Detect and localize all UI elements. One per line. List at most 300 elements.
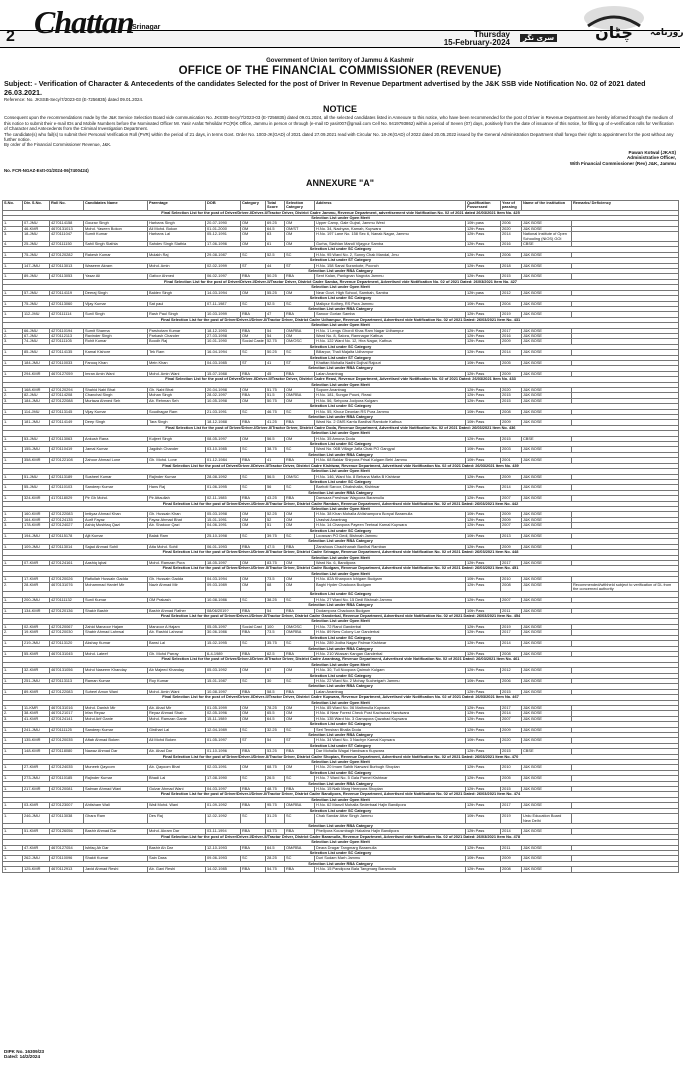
table-cell: 12th Pass — [466, 727, 501, 732]
table-cell: Mohd. Amin Wani — [148, 371, 206, 376]
table-cell: 2019 — [501, 624, 522, 629]
column-header: S.No. — [3, 201, 23, 211]
table-cell: Girdhari Lal — [148, 727, 206, 732]
table-cell: SC — [285, 641, 315, 646]
table-cell: Gourav Singh — [84, 221, 148, 226]
table-cell: SC — [285, 597, 315, 602]
table-cell: OM/RBA — [285, 630, 315, 635]
table-cell: J&K BOSE — [522, 544, 572, 549]
table-cell: 17-KMR — [23, 577, 50, 582]
table-cell: J&K BOSE — [522, 689, 572, 694]
table-cell: 12th Pass — [466, 388, 501, 393]
table-cell: 75-JMU — [23, 252, 50, 257]
table-cell: H.No. 14 Chanpora Payeen Teetwal Karnal Kupwara — [315, 523, 466, 528]
category-heading: Selection List under Open Merit — [3, 469, 679, 474]
table-cell: SC — [241, 252, 266, 257]
table-cell: 01-06-1995 — [206, 485, 241, 490]
masthead — [0, 0, 684, 50]
table-cell: 06-02-1997 — [206, 274, 241, 279]
table-cell: 164-KMR — [23, 517, 50, 522]
table-cell: 28-08-1992 — [206, 474, 241, 479]
table-cell: 15-02-1995 — [206, 641, 241, 646]
category-heading: Selection List under Open Merit — [3, 382, 679, 387]
table-cell: Ajit Kumar — [84, 533, 148, 538]
category-heading: Selection List under SC Category — [3, 404, 679, 409]
table-cell: 53-JMU — [23, 436, 50, 441]
table-cell: Mohd Naseem Khanday — [84, 668, 148, 673]
table-cell: Javid Ahmad Reshi — [84, 867, 148, 872]
category-heading: Selection List under ST Category — [3, 355, 679, 360]
table-cell: J&K BOSE — [522, 523, 572, 528]
table-cell: 2015 — [501, 274, 522, 279]
table-cell: 43.25 — [266, 496, 285, 501]
table-cell: 50.75 — [266, 398, 285, 403]
table-cell: RBA — [241, 312, 266, 317]
table-cell: Mohd Arif Ganie — [84, 716, 148, 721]
table-cell: 52.25 — [266, 512, 285, 517]
table-cell: Sahil Singh Slathia — [84, 242, 148, 247]
table-cell: 10th Pass — [466, 512, 501, 517]
table-cell: 02-KMR — [23, 624, 50, 629]
table-cell: ST — [285, 738, 315, 743]
table-cell: 112-JMU — [23, 312, 50, 317]
table-cell: 12th Pass — [466, 582, 501, 592]
table-cell: 12th Pass — [466, 867, 501, 872]
table-cell: RBA — [285, 749, 315, 754]
table-cell: 160-KMR — [23, 512, 50, 517]
table-cell: Harbans Lal — [148, 232, 206, 242]
table-cell: 20-04-1998 — [206, 388, 241, 393]
category-heading: Selection List under SC Category — [3, 344, 679, 349]
signatory-name: Pawan Kotwal (JKAS) — [628, 149, 676, 155]
table-cell: OM — [285, 388, 315, 393]
table-cell: 10th Pass — [466, 608, 501, 613]
table-cell: 1. — [3, 624, 23, 629]
table-cell: 1. — [3, 252, 23, 257]
table-cell: 2001 — [501, 458, 522, 463]
table-cell: 178-KMR — [23, 523, 50, 528]
category-heading: Selection List under RBA Category — [3, 269, 679, 274]
table-cell: RBA — [241, 867, 266, 872]
table-cell: 12th pass — [466, 290, 501, 295]
table-cell: 1. — [3, 221, 23, 226]
table-cell: OM — [241, 523, 266, 528]
table-cell: J&K BOSE — [522, 290, 572, 295]
table-cell: Gh. Hussain Gadda — [148, 577, 206, 582]
table-cell: J&K BOSE — [522, 474, 572, 479]
table-cell: 4270113145 — [50, 409, 84, 414]
table-cell: H.No. 27 Ward No. 15 Dedi Bishnah Jammu — [315, 597, 466, 602]
table-cell: 2. — [3, 393, 23, 398]
table-cell: OM — [241, 226, 266, 231]
table-cell: RBA — [241, 651, 266, 656]
table-cell: 155-JMU — [23, 447, 50, 452]
table-cell: Sandeep Kumar — [84, 727, 148, 732]
table-cell: 2014 — [501, 232, 522, 242]
table-cell: 2008 — [501, 651, 522, 656]
table-cell: 10th Pass — [466, 447, 501, 452]
table-cell: Boodh Raj — [148, 339, 206, 344]
table-cell: Bhadi Lal — [148, 776, 206, 781]
table-cell: OM — [241, 765, 266, 770]
edition-label: Srinagar — [132, 24, 161, 31]
table-cell: RBA — [241, 803, 266, 808]
table-cell: 95.75 — [266, 803, 285, 808]
table-cell: Ab. Shakoor Qazi — [148, 523, 206, 528]
table-cell: 2006 — [501, 252, 522, 257]
table-cell: J&K BOSE — [522, 533, 572, 538]
table-cell: Gh. Mohd. Lone — [148, 458, 206, 463]
table-cell: 48.75 — [266, 787, 285, 792]
category-heading: Selection List under RBA Category — [3, 684, 679, 689]
table-cell: 26.5 — [266, 776, 285, 781]
table-cell: 125-KMR — [23, 867, 50, 872]
table-cell: J&K BOSE — [522, 668, 572, 673]
table-cell: Reyaz Ahmad Shah — [148, 711, 206, 716]
table-cell: 4270110419 — [50, 447, 84, 452]
table-cell: Shakti Kumar — [84, 856, 148, 861]
table-cell: 12th Pass — [466, 544, 501, 549]
notice-paragraph-2: The candidate(s) who fail(s) to submit their Personal Verification Roll (PVR) within the period of 21 days, in terms Govt. Order No. 1003-JK(GAD) of 2021 dated 27.09.2021 read with Circular No. 18-JK(GAD) of 2022 dated 20.05.2022 issued by the General Administration Department shall forego their right to appointment for the post without any further notice. — [4, 131, 674, 143]
table-cell: 2017 — [501, 803, 522, 808]
table-cell: Ravinder Singh — [84, 333, 148, 338]
table-cell: 2009 — [501, 512, 522, 517]
column-header: Remarks/ Deficiency — [572, 201, 679, 211]
table-cell: 52 — [266, 517, 285, 522]
section-heading: Final Selection List for the post of Driver/Driver-I/Driver-II/Tractor Driver, District Cadre Baramulla, Revenue Department, Advertised vide Notification No. 02 of 2021 Dated: 26/03/2021 Item No. 478 — [3, 834, 679, 839]
table-cell: Social Cast — [241, 624, 266, 629]
category-heading: Selection List under Open Merit — [3, 216, 679, 221]
table-cell: 02-03-1991 — [206, 765, 241, 770]
table-cell: OM — [285, 582, 315, 592]
table-cell: 4270114208 — [50, 393, 84, 398]
table-cell: 4270120294 — [50, 388, 84, 393]
table-cell: 2011 — [501, 608, 522, 613]
table-cell: SC — [285, 350, 315, 355]
table-cell: 4270120026 — [50, 577, 84, 582]
table-cell: Urashal Anantnag — [315, 517, 466, 522]
table-cell: 181-JMU — [23, 420, 50, 425]
table-cell: 12th Pass — [466, 263, 501, 268]
table-cell: Atta Mohd. Sohil — [148, 544, 206, 549]
table-cell: 12th Pass — [466, 630, 501, 635]
table-cell: 51-KMR — [23, 829, 50, 834]
category-heading: Selection List under RBA Category — [3, 733, 679, 738]
table-cell: Chak Sandar Attar Singh Jammu — [315, 814, 466, 824]
table-cell: 82-JMU — [23, 393, 50, 398]
table-cell: 2017 — [501, 630, 522, 635]
table-cell: 18-JMU — [23, 232, 50, 242]
table-cell: 32-KMR — [23, 668, 50, 673]
table-cell: 54.75 — [266, 867, 285, 872]
table-cell: J&K BOSE — [522, 339, 572, 344]
table-cell: RBA — [285, 651, 315, 656]
table-cell: 10-03-1999 — [206, 312, 241, 317]
table-cell: 2014 — [501, 485, 522, 490]
table-cell: 4670131013 — [50, 226, 84, 231]
table-cell: 41 — [266, 458, 285, 463]
table-cell: 1. — [3, 597, 23, 602]
table-cell: Pir Gh Mohd. — [84, 496, 148, 501]
table-cell: OM — [241, 705, 266, 710]
table-cell: H.No. 55, Khour Deonian RS Pura Jammu — [315, 409, 466, 414]
table-cell: J&K BOSE — [522, 716, 572, 721]
table-cell: 2009 — [501, 474, 522, 479]
table-cell: J&K BOSE — [522, 360, 572, 365]
table-cell: OM — [241, 711, 266, 716]
table-cell: Khattan Mohalla Nadhi Dojhal Rajouri — [315, 360, 466, 365]
table-cell: Imtiyaz Ahmad Khan — [84, 512, 148, 517]
table-cell: 4270113060 — [50, 301, 84, 306]
table-cell: J&K BOSE — [522, 496, 572, 501]
table-cell: SC — [241, 678, 266, 683]
table-cell: 02-05-1996 — [206, 711, 241, 716]
table-cell: H.No. 62 Manzil Mohalla Sederbaal Hajin Bandipora — [315, 803, 466, 808]
table-cell: Soudhagar Ram — [148, 409, 206, 414]
table-cell: 28-KMR — [23, 582, 50, 592]
table-cell: Mohammad Hanief Mir — [84, 582, 148, 592]
table-cell: RBA — [241, 689, 266, 694]
table-cell: Harbans Singh — [148, 221, 206, 226]
table-cell: Ab Majeed Khanday — [148, 668, 206, 673]
table-cell: Jagdish Chander — [148, 447, 206, 452]
table-cell: RBA — [285, 544, 315, 549]
table-cell: 63 — [266, 232, 285, 242]
table-cell: 4270120136 — [50, 608, 84, 613]
dipk-number: DIPK No. 16309/23 — [4, 1049, 45, 1054]
table-cell: Duri Sudam Marh Jammu — [315, 856, 466, 861]
table-cell: 1. — [3, 787, 23, 792]
table-cell: Deep Singh — [84, 420, 148, 425]
table-cell: 2011 — [501, 845, 522, 850]
table-cell: J&K BOSE — [522, 312, 572, 317]
table-cell: 64.5 — [266, 845, 285, 850]
table-cell: 4270111132 — [50, 597, 84, 602]
category-heading: Selection List under RBA Category — [3, 823, 679, 828]
table-cell: Gh. Nabi Bhat — [148, 388, 206, 393]
table-cell: 4270115178 — [50, 533, 84, 538]
table-cell: 62.5 — [266, 651, 285, 656]
table-cell: 4270120067 — [50, 624, 84, 629]
table-cell: 12th Pass — [466, 350, 501, 355]
table-cell: 89-KMR — [23, 689, 50, 694]
category-heading: Selection List under RBA Category — [3, 490, 679, 495]
table-cell: 2007 — [501, 523, 522, 528]
table-cell: 1. — [3, 577, 23, 582]
category-heading: Selection List under RBA Category — [3, 306, 679, 311]
table-cell: 2017 — [501, 705, 522, 710]
table-cell: 2006 — [501, 221, 522, 226]
table-cell: 41-KMR — [23, 716, 50, 721]
table-cell: RBA — [285, 608, 315, 613]
table-cell: SC — [241, 474, 266, 479]
annexure-title: ANNEXURE "A" — [305, 177, 375, 188]
table-cell: SC — [241, 350, 266, 355]
column-header: DOB — [206, 201, 241, 211]
table-cell: OM — [241, 333, 266, 338]
table-cell: RBA — [241, 328, 266, 333]
table-cell: Bashir Ah Dar — [148, 845, 206, 850]
table-cell: Gafoor Ahmed — [148, 274, 206, 279]
table-cell: Darwaza Freshwar Wagoora Baramulla — [315, 496, 466, 501]
table-cell: 4670131016 — [50, 705, 84, 710]
table-cell: ST — [241, 263, 266, 268]
table-cell: OM — [241, 582, 266, 592]
table-cell: 4270111105 — [50, 339, 84, 344]
table-cell: 1. — [3, 533, 23, 538]
table-cell: J&K BOSE — [522, 398, 572, 403]
table-cell: Shakir Bashir — [84, 608, 148, 613]
table-cell: 1. — [3, 512, 23, 517]
table-cell: Ankush Rana — [84, 436, 148, 441]
table-cell: SC — [285, 533, 315, 538]
table-cell: 2012 — [501, 290, 522, 295]
table-cell: Rash Paul Singh — [148, 312, 206, 317]
table-cell: 294-KMR — [23, 371, 50, 376]
table-cell: 12th Pass — [466, 597, 501, 602]
table-cell: OM — [285, 523, 315, 528]
table-cell: H.No. 122 Ward No. 12, Hira Nagar, Kathua — [315, 339, 466, 344]
table-cell: RBA — [285, 787, 315, 792]
table-cell: Des Raj — [148, 814, 206, 824]
table-cell: 14-03-1994 — [206, 290, 241, 295]
table-cell: OM — [241, 577, 266, 582]
table-cell: Gh. Hussain Khan — [148, 512, 206, 517]
table-cell: J&K BOSE — [522, 252, 572, 257]
table-cell: J&K BOSE — [522, 727, 572, 732]
table-cell: 2020 — [501, 388, 522, 393]
table-cell: SC — [241, 814, 266, 824]
issue-date-value: 15-February-2024 — [443, 38, 510, 47]
table-cell: 4670131076 — [50, 582, 84, 592]
table-cell: 10th Pass — [466, 814, 501, 824]
table-cell: Nazir Ahmad Mir — [148, 582, 206, 592]
table-cell: 2009 — [501, 339, 522, 344]
table-cell: 1. — [3, 689, 23, 694]
urdu-edition-chip: سری نگر — [520, 34, 557, 42]
table-cell: OM/ST — [285, 226, 315, 231]
table-cell: Mohd. Amin Wani — [148, 689, 206, 694]
table-cell: 4270120282 — [50, 252, 84, 257]
table-cell: 3. — [3, 716, 23, 721]
urdu-logo-text: چٹان — [595, 23, 633, 42]
table-cell: Zanshoos Chachhanah Banihal Ramban — [315, 544, 466, 549]
table-cell: 4670127054 — [50, 845, 84, 850]
table-cell: 01-05-1999 — [206, 705, 241, 710]
table-cell: 12th Pass — [466, 371, 501, 376]
table-cell: 07-JMU — [23, 221, 50, 226]
table-cell: RBA — [241, 458, 266, 463]
table-cell: Sunil Kumar — [84, 597, 148, 602]
table-cell: Gurha, Slathian Mandi Vijaypur Samba — [315, 242, 466, 247]
table-cell: OM — [241, 398, 266, 403]
table-cell: 262-JMU — [23, 856, 50, 861]
table-cell: 12th Pass — [466, 436, 501, 441]
table-cell: OM — [285, 577, 315, 582]
table-cell: 68 — [266, 582, 285, 592]
table-cell: 50.25 — [266, 274, 285, 279]
table-cell: 28-02-1997 — [206, 393, 241, 398]
table-cell: 109-JMU — [23, 544, 50, 549]
table-cell: 2006 — [501, 678, 522, 683]
table-cell: 10th pass — [466, 221, 501, 226]
table-cell: 52.75 — [266, 339, 285, 344]
table-cell: CBSE — [522, 242, 572, 247]
table-cell: 2005 — [501, 360, 522, 365]
category-heading: Selection List under RBA Category — [3, 366, 679, 371]
table-cell: 55-JMU — [23, 485, 50, 490]
table-cell: RBA — [285, 274, 315, 279]
section-heading: Final Selection List for the post of Driver/Driver-I/Driver-II/Tractor Driver, District Cadre Doda, Revenue Department, Advertised vide Notification No. 02 of 2021 Dated: 26/03/2021 Item No. 436 — [3, 425, 679, 430]
newspaper-logo: Chattan — [34, 4, 134, 40]
table-cell: 31.25 — [266, 814, 285, 824]
table-cell: J&K BOSE — [522, 512, 572, 517]
table-cell: Lalan Anantnag — [315, 689, 466, 694]
table-cell: J&K BOSE — [522, 738, 572, 743]
table-cell: 2. — [3, 517, 23, 522]
table-cell: SC — [241, 641, 266, 646]
table-cell: 4270113063 — [50, 436, 84, 441]
table-cell: Deara Dragar Tangmarg Baramulla — [315, 845, 466, 850]
table-cell: Fayaz Ahmad Bhat — [148, 517, 206, 522]
table-cell: J&K BOSE — [522, 393, 572, 398]
table-cell: 114-JMU — [23, 409, 50, 414]
table-cell: H.No. 30, Tull Noopora Qaimoh Kulgam — [315, 668, 466, 673]
table-cell: 46-KMR — [23, 226, 50, 231]
dipk-dated: Dated: 14/2/2024 — [4, 1054, 41, 1060]
table-cell: 25-JMU — [23, 242, 50, 247]
table-cell: Mohd. Yaseen Bokon — [84, 226, 148, 231]
table-cell: H.No. 95 Ward No. 2, Sunny Chak Mandal, Jmu — [315, 252, 466, 257]
table-cell: 10th Pass — [466, 458, 501, 463]
table-cell: 4270113013 — [50, 263, 84, 268]
table-cell: H.No. 158 Sanai Surankote, Poonch — [315, 263, 466, 268]
table-cell: J&K BOSE — [522, 409, 572, 414]
category-heading: Selection List under Open Merit — [3, 760, 679, 765]
table-cell: National Institute of Open Schooling (NIOS) GOI — [522, 232, 572, 242]
table-cell: 1. — [3, 803, 23, 808]
table-cell: J&K BOSE — [522, 651, 572, 656]
table-cell: 51.5 — [266, 393, 285, 398]
table-cell: 2009 — [501, 544, 522, 549]
table-cell: Dar Mohalla Wagal Handwara Kupwara — [315, 749, 466, 754]
table-cell: Farooq Khan — [84, 360, 148, 365]
table-cell: H.No. 35 Amona Doda — [315, 436, 466, 441]
table-cell: H.No. 38 Khan Mohalla Ahlishampora Bonyal Baramulla — [315, 512, 466, 517]
table-cell: 12th Pass — [466, 339, 501, 344]
table-cell: OM — [241, 290, 266, 295]
section-heading: Final Selection List for the post of Driver/Driver-I/Driver-II/Tractor Driver, District Cadre Udhampur, Revenue Department, Advertised vide Notification No. 02 of 2021 Dated: 26/03/2021 Item No. 431 — [3, 317, 679, 322]
table-cell: Social Caste — [242, 338, 264, 344]
table-cell: H.No. 197 Lane No. 158 Sec 6, Nanak Nagar, Jammu — [315, 232, 466, 242]
table-cell: 1. — [3, 668, 23, 673]
table-cell: 10th Pass — [466, 577, 501, 582]
table-cell: 83.75 — [266, 561, 285, 566]
table-cell: Billarpur, Thali Majalta Udhampur — [315, 350, 466, 355]
table-row — [3, 814, 679, 824]
table-cell: H.No. 1 Lengs Ghordi Khas Ram Nagar Udhampur — [315, 328, 466, 333]
table-cell: Shabir Ahmad Lahrwal — [84, 630, 148, 635]
table-cell: 2014 — [501, 350, 522, 355]
table-cell: 54 — [266, 333, 285, 338]
issue-date — [444, 31, 510, 47]
table-cell: Gulzar Ahmad Wani — [148, 787, 206, 792]
table-cell: 358-KMR — [23, 458, 50, 463]
table-cell: 2004 — [501, 301, 522, 306]
table-cell: 07-KMR — [23, 561, 50, 566]
table-cell: J&K BOSE — [522, 388, 572, 393]
category-heading: Selection List under SC Category — [3, 479, 679, 484]
